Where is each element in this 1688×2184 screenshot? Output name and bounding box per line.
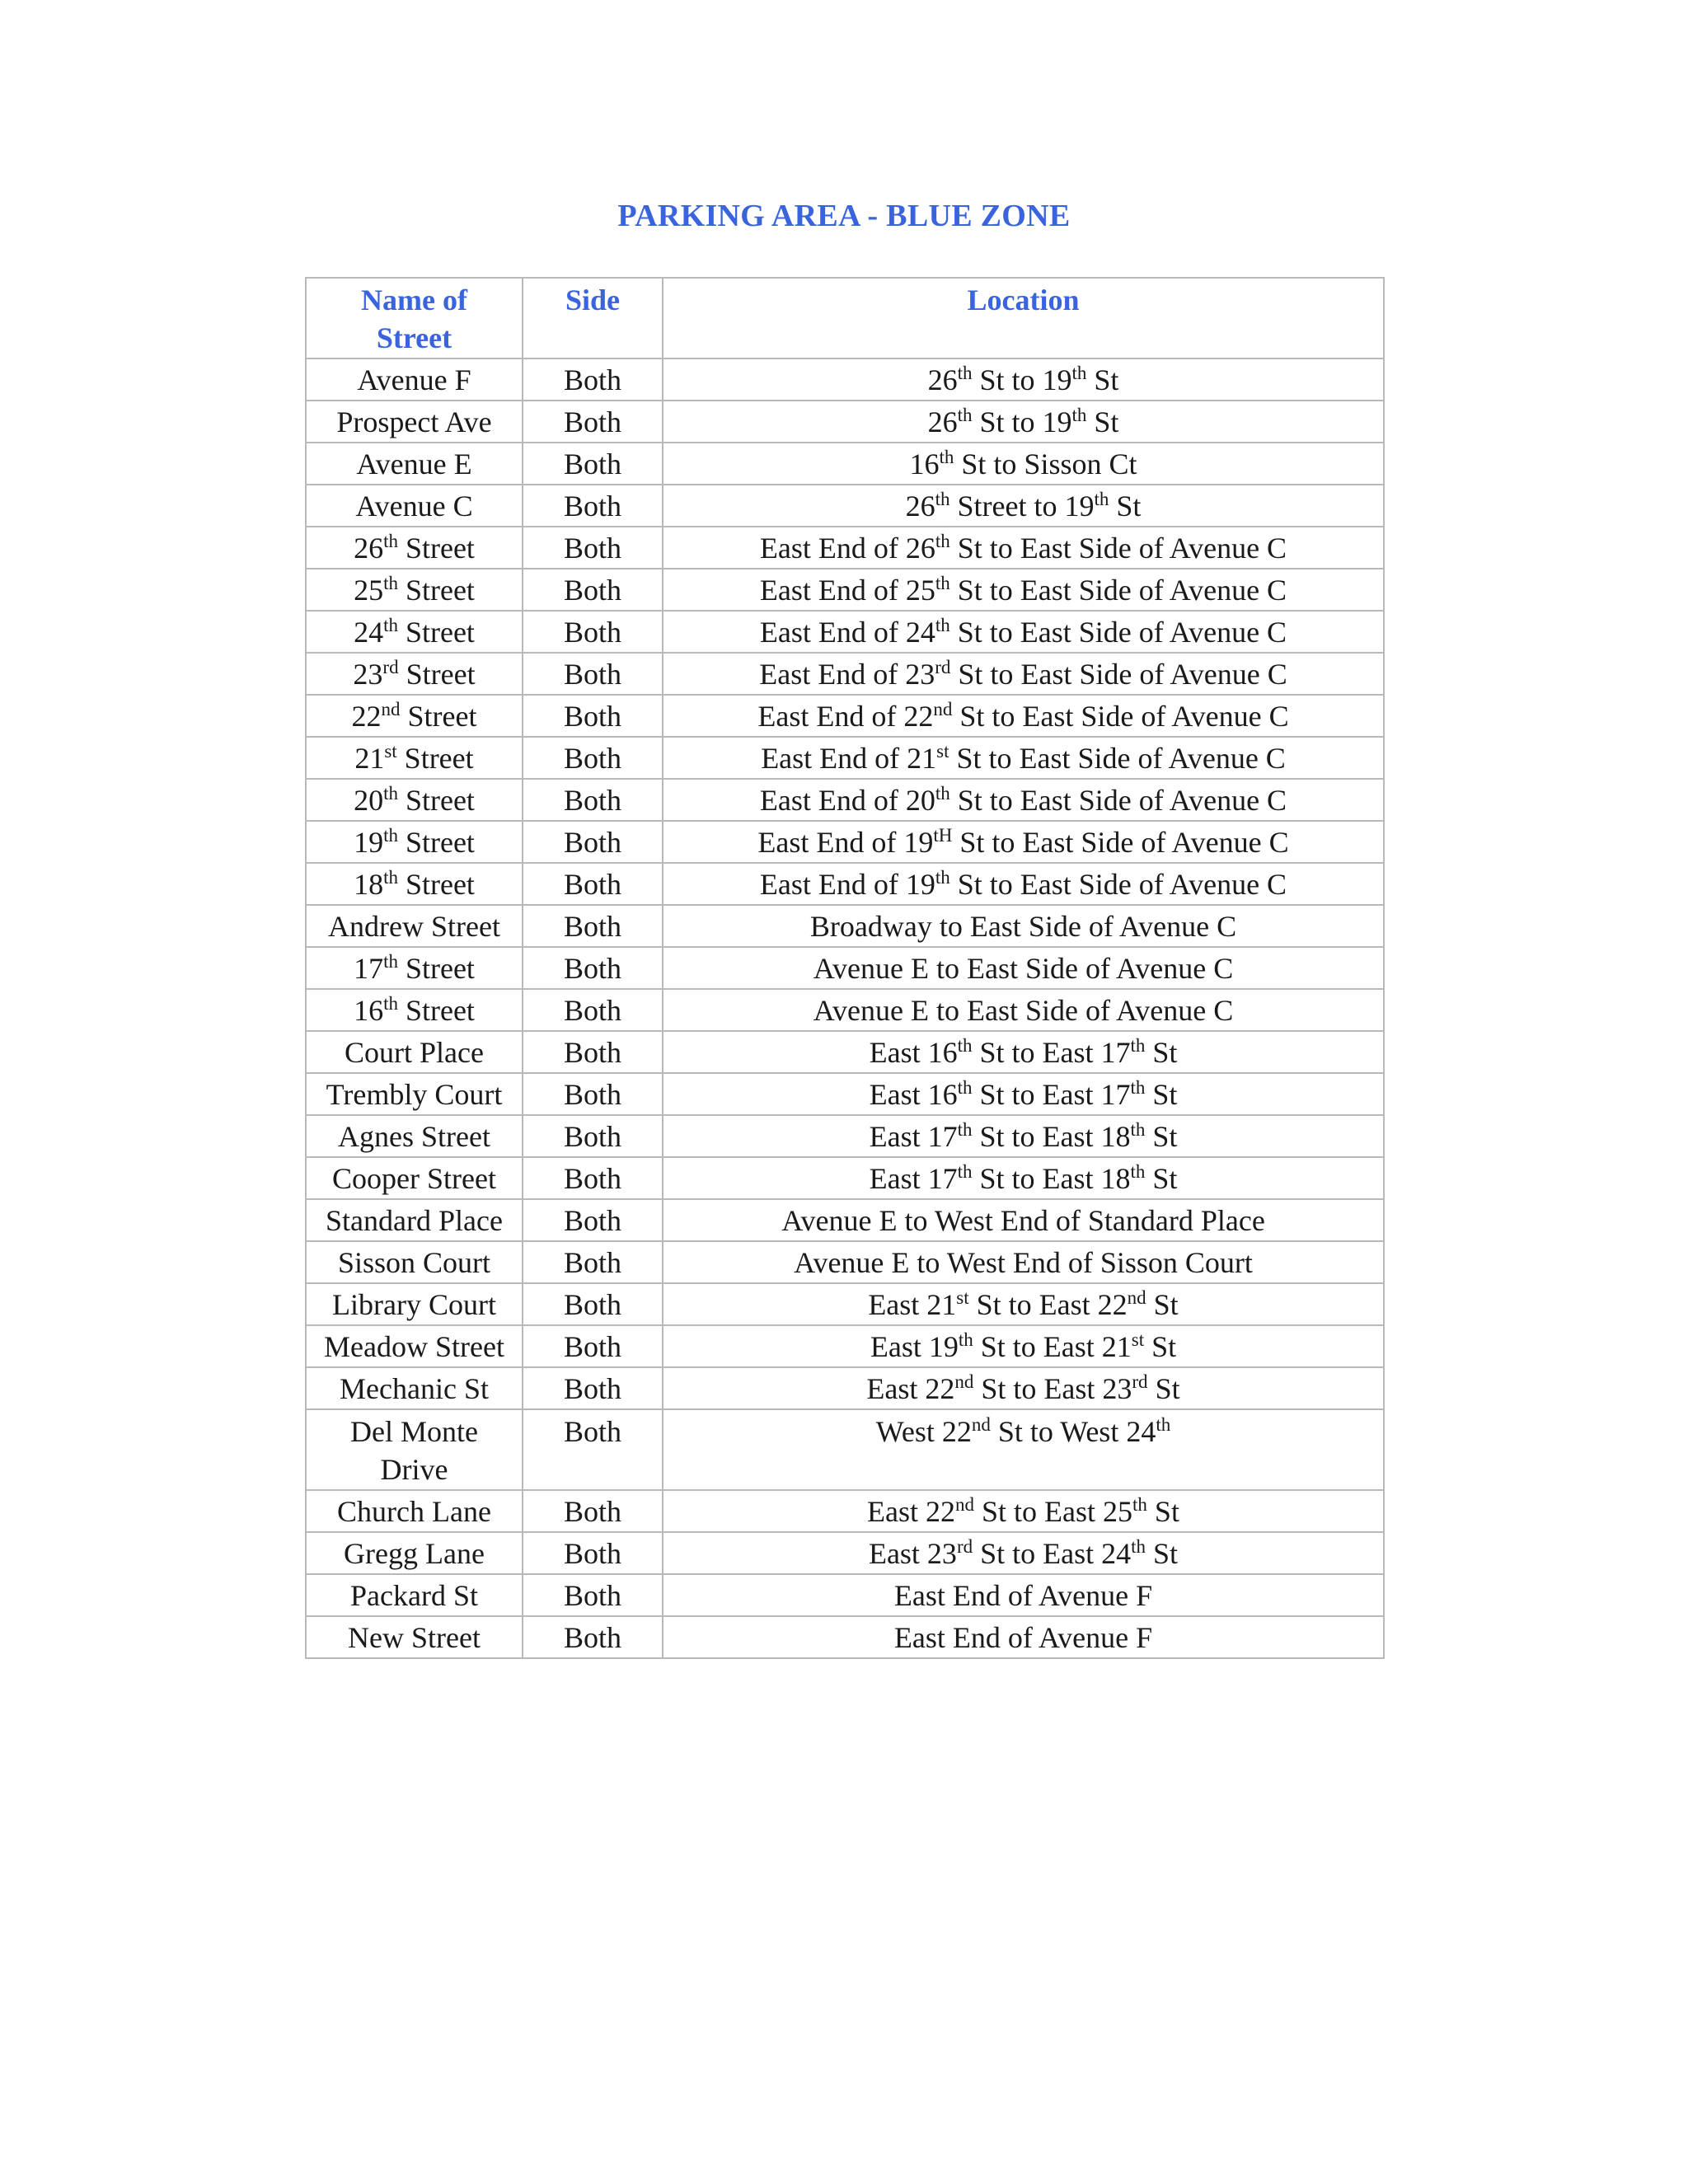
- side-cell: Both: [523, 1616, 663, 1658]
- side-cell: Both: [523, 821, 663, 863]
- side-cell: Both: [523, 1199, 663, 1241]
- ordinal-suffix: th: [1130, 1077, 1146, 1098]
- table-row: [306, 1574, 1384, 1616]
- text-segment: St: [1109, 490, 1142, 523]
- table-row: [306, 1073, 1384, 1115]
- text-segment: St: [1145, 1078, 1178, 1111]
- ordinal-suffix: nd: [955, 1494, 975, 1515]
- street-name-cell: [306, 1325, 523, 1367]
- side-cell: Both: [523, 527, 663, 569]
- text-segment: St to East Side of Avenue C: [952, 700, 1289, 733]
- side-cell: Both: [523, 569, 663, 611]
- ordinal-suffix: st: [384, 741, 397, 762]
- text-segment: East End of 21: [761, 742, 937, 775]
- text-segment: St: [1086, 405, 1119, 438]
- text-segment: 26: [927, 363, 958, 396]
- ordinal-suffix: th: [1131, 1536, 1146, 1557]
- table-row: [306, 947, 1384, 989]
- side-cell: Both: [523, 1532, 663, 1574]
- ordinal-suffix: st: [936, 741, 950, 762]
- text-segment: 17: [354, 952, 384, 985]
- street-name-cell: [306, 1031, 523, 1073]
- location-cell: [663, 1409, 1384, 1490]
- ordinal-suffix: rd: [956, 1536, 973, 1557]
- ordinal-suffix: th: [383, 531, 398, 551]
- ordinal-suffix: th: [957, 1077, 973, 1098]
- text-segment: St: [1146, 1537, 1179, 1570]
- text-segment: Gregg Lane: [344, 1537, 485, 1570]
- text-segment: 26: [354, 532, 384, 565]
- table-row: [306, 569, 1384, 611]
- text-segment: St: [1145, 1162, 1178, 1195]
- text-segment: 26: [927, 405, 958, 438]
- text-segment: Standard Place: [326, 1204, 503, 1237]
- table-row: [306, 1409, 1384, 1490]
- ordinal-suffix: th: [935, 867, 950, 888]
- text-segment: St: [1086, 363, 1119, 396]
- table-row: [306, 401, 1384, 443]
- text-segment: St to East 25: [974, 1495, 1133, 1528]
- text-segment: East 17: [869, 1120, 958, 1153]
- location-cell: [663, 401, 1384, 443]
- text-segment: St: [1144, 1330, 1177, 1363]
- text-segment: St to 19: [972, 363, 1072, 396]
- ordinal-suffix: th: [935, 489, 950, 509]
- text-segment: Del Monte: [350, 1415, 478, 1448]
- text-segment: East End of Avenue F: [893, 1621, 1153, 1654]
- street-name-cell: [306, 779, 523, 821]
- ordinal-suffix: th: [939, 447, 954, 467]
- table-row: [306, 443, 1384, 485]
- ordinal-suffix: th: [957, 1161, 973, 1182]
- text-segment: Avenue E to East Side of Avenue C: [813, 994, 1234, 1027]
- ordinal-suffix: th: [383, 951, 398, 972]
- text-segment: East End of 19: [757, 826, 934, 859]
- table-row: [306, 1283, 1384, 1325]
- side-cell: Both: [523, 695, 663, 737]
- location-cell: [663, 1532, 1384, 1574]
- text-segment: Prospect Ave: [336, 405, 492, 438]
- ordinal-suffix: th: [383, 867, 398, 888]
- street-name-cell: [306, 905, 523, 947]
- table-row: [306, 1115, 1384, 1157]
- ordinal-suffix: th: [935, 783, 950, 804]
- street-name-cell: [306, 485, 523, 527]
- side-cell: Both: [523, 1073, 663, 1115]
- text-segment: St to East Side of Avenue C: [950, 532, 1287, 565]
- street-name-cell: [306, 443, 523, 485]
- side-cell: Both: [523, 1490, 663, 1532]
- street-name-cell: [306, 1367, 523, 1409]
- text-segment: St: [1146, 1495, 1179, 1528]
- table-header-row: [306, 278, 1384, 359]
- location-cell: [663, 1283, 1384, 1325]
- text-segment: Avenue E: [356, 448, 472, 480]
- text-segment: Street: [397, 574, 475, 607]
- ordinal-suffix: th: [1130, 1035, 1146, 1056]
- header-name-line-2: Street: [376, 321, 452, 354]
- text-segment: East End of 25: [759, 574, 935, 607]
- table-row: [306, 1241, 1384, 1283]
- text-segment: Avenue C: [355, 490, 473, 523]
- text-segment: St to East Side of Avenue C: [950, 574, 1287, 607]
- table-row: [306, 779, 1384, 821]
- text-segment: 25: [354, 574, 384, 607]
- side-cell: Both: [523, 401, 663, 443]
- text-segment: St to East 23: [973, 1372, 1132, 1405]
- side-cell: Both: [523, 779, 663, 821]
- ordinal-suffix: nd: [971, 1414, 991, 1435]
- text-segment: East End of Avenue F: [893, 1579, 1153, 1612]
- side-cell: Both: [523, 1574, 663, 1616]
- street-name-cell: [306, 821, 523, 863]
- location-cell: [663, 1241, 1384, 1283]
- text-segment: 19: [354, 826, 384, 859]
- text-segment: St: [1145, 1120, 1178, 1153]
- ordinal-suffix: th: [383, 783, 398, 804]
- text-segment: Street: [397, 532, 475, 565]
- side-cell: Both: [523, 1409, 663, 1490]
- side-cell: Both: [523, 947, 663, 989]
- location-cell: [663, 947, 1384, 989]
- location-cell: [663, 779, 1384, 821]
- text-segment: Street: [397, 994, 475, 1027]
- text-segment: New Street: [348, 1621, 481, 1654]
- street-name-cell: [306, 1616, 523, 1658]
- text-segment: Street: [397, 868, 475, 901]
- side-cell: Both: [523, 1031, 663, 1073]
- text-segment: 26: [905, 490, 935, 523]
- text-segment: St to East Side of Avenue C: [950, 868, 1287, 901]
- street-name-cell: [306, 611, 523, 653]
- side-cell: Both: [523, 737, 663, 779]
- location-cell: [663, 737, 1384, 779]
- text-segment: 20: [354, 784, 384, 817]
- ordinal-suffix: th: [1130, 1161, 1146, 1182]
- street-name-cell: [306, 1241, 523, 1283]
- text-segment: Avenue E to East Side of Avenue C: [813, 952, 1234, 985]
- text-segment: East 22: [867, 1495, 956, 1528]
- street-name-cell: [306, 947, 523, 989]
- text-segment: East 21: [868, 1288, 957, 1321]
- street-name-cell: [306, 1409, 523, 1490]
- ordinal-suffix: th: [383, 993, 398, 1014]
- table-row: [306, 695, 1384, 737]
- street-name-cell: [306, 989, 523, 1031]
- ordinal-suffix: rd: [1132, 1371, 1148, 1392]
- ordinal-suffix: st: [956, 1287, 969, 1308]
- text-segment: St: [1147, 1372, 1180, 1405]
- location-cell: [663, 1325, 1384, 1367]
- street-name-cell: [306, 1115, 523, 1157]
- location-cell: [663, 1616, 1384, 1658]
- header-name-line-1: Name of: [361, 284, 467, 316]
- text-segment: Agnes Street: [338, 1120, 490, 1153]
- text-segment: Avenue E to West End of Standard Place: [781, 1204, 1265, 1237]
- text-segment: Broadway to East Side of Avenue C: [809, 910, 1237, 943]
- text-segment: 18: [354, 868, 384, 901]
- location-cell: [663, 653, 1384, 695]
- table-row: [306, 1532, 1384, 1574]
- ordinal-suffix: th: [1094, 489, 1109, 509]
- text-segment: Street: [400, 700, 477, 733]
- table-row: [306, 1367, 1384, 1409]
- text-segment: St to East 18: [972, 1120, 1131, 1153]
- text-segment: Drive: [380, 1453, 448, 1486]
- ordinal-suffix: th: [935, 531, 950, 551]
- table-body: [306, 359, 1384, 1658]
- text-segment: Cooper Street: [332, 1162, 496, 1195]
- ordinal-suffix: nd: [933, 699, 953, 719]
- text-segment: St to East 18: [972, 1162, 1131, 1195]
- text-segment: Street to 19: [950, 490, 1095, 523]
- table-row: [306, 485, 1384, 527]
- text-segment: St to East Side of Avenue C: [949, 742, 1286, 775]
- text-segment: Avenue F: [357, 363, 471, 396]
- text-segment: Street: [397, 826, 475, 859]
- side-cell: Both: [523, 485, 663, 527]
- location-cell: [663, 527, 1384, 569]
- text-segment: West 22: [875, 1415, 972, 1448]
- text-segment: St to West 24: [990, 1415, 1156, 1448]
- location-cell: [663, 1574, 1384, 1616]
- table-row: [306, 359, 1384, 401]
- text-segment: East 17: [869, 1162, 958, 1195]
- header-side: Side: [523, 278, 663, 359]
- street-name-cell: [306, 1283, 523, 1325]
- street-name-cell: [306, 1199, 523, 1241]
- location-cell: [663, 1367, 1384, 1409]
- ordinal-suffix: th: [1071, 363, 1087, 383]
- header-name-of-street: [306, 278, 523, 359]
- table-row: [306, 527, 1384, 569]
- ordinal-suffix: rd: [382, 657, 399, 677]
- page-title: PARKING AREA - BLUE ZONE: [617, 199, 1071, 233]
- side-cell: Both: [523, 443, 663, 485]
- side-cell: Both: [523, 359, 663, 401]
- parking-table: [305, 277, 1385, 1659]
- location-cell: [663, 1031, 1384, 1073]
- table-row: [306, 737, 1384, 779]
- ordinal-suffix: th: [957, 405, 973, 425]
- side-cell: Both: [523, 989, 663, 1031]
- text-segment: Trembly Court: [326, 1078, 503, 1111]
- text-segment: East End of 19: [759, 868, 935, 901]
- street-name-cell: [306, 1574, 523, 1616]
- text-segment: East 16: [869, 1036, 958, 1069]
- table-row: [306, 653, 1384, 695]
- location-cell: [663, 443, 1384, 485]
- table-row: [306, 1031, 1384, 1073]
- text-segment: Meadow Street: [324, 1330, 504, 1363]
- text-segment: St to East 24: [973, 1537, 1132, 1570]
- ordinal-suffix: nd: [381, 699, 401, 719]
- text-segment: East End of 26: [759, 532, 935, 565]
- ordinal-suffix: th: [1071, 405, 1087, 425]
- location-cell: [663, 1073, 1384, 1115]
- table-row: [306, 1157, 1384, 1199]
- text-segment: 22: [351, 700, 382, 733]
- ordinal-suffix: th: [957, 1035, 973, 1056]
- text-segment: 21: [354, 742, 385, 775]
- ordinal-suffix: th: [957, 363, 973, 383]
- location-cell: [663, 905, 1384, 947]
- text-segment: Packard St: [350, 1579, 478, 1612]
- street-name-cell: [306, 1532, 523, 1574]
- location-cell: [663, 1157, 1384, 1199]
- location-cell: [663, 569, 1384, 611]
- location-cell: [663, 1199, 1384, 1241]
- street-name-cell: [306, 695, 523, 737]
- text-segment: Avenue E to West End of Sisson Court: [794, 1246, 1253, 1279]
- text-segment: 23: [353, 658, 383, 691]
- street-name-cell: [306, 569, 523, 611]
- street-name-cell: [306, 1157, 523, 1199]
- text-segment: St to Sisson Ct: [954, 448, 1137, 480]
- text-segment: East End of 22: [757, 700, 934, 733]
- side-cell: Both: [523, 863, 663, 905]
- text-segment: St to East Side of Avenue C: [950, 784, 1287, 817]
- location-cell: [663, 359, 1384, 401]
- ordinal-suffix: th: [383, 573, 398, 593]
- ordinal-suffix: th: [957, 1119, 973, 1140]
- text-segment: Andrew Street: [328, 910, 500, 943]
- side-cell: Both: [523, 1367, 663, 1409]
- ordinal-suffix: st: [1131, 1329, 1145, 1350]
- street-name-cell: [306, 863, 523, 905]
- text-segment: St to East Side of Avenue C: [950, 616, 1287, 649]
- side-cell: Both: [523, 1115, 663, 1157]
- street-name-cell: [306, 653, 523, 695]
- side-cell: Both: [523, 1283, 663, 1325]
- text-segment: 16: [354, 994, 384, 1027]
- table-row: [306, 1616, 1384, 1658]
- location-cell: [663, 821, 1384, 863]
- text-segment: Street: [396, 742, 474, 775]
- ordinal-suffix: th: [1156, 1414, 1171, 1435]
- street-name-cell: [306, 401, 523, 443]
- text-segment: Street: [397, 616, 475, 649]
- text-segment: St to East 17: [972, 1036, 1131, 1069]
- ordinal-suffix: th: [958, 1329, 973, 1350]
- street-name-cell: [306, 527, 523, 569]
- ordinal-suffix: th: [1132, 1494, 1147, 1515]
- ordinal-suffix: th: [1130, 1119, 1146, 1140]
- text-segment: St to East Side of Avenue C: [952, 826, 1289, 859]
- table-row: [306, 1199, 1384, 1241]
- location-cell: [663, 1490, 1384, 1532]
- text-segment: East End of 24: [759, 616, 935, 649]
- street-name-cell: [306, 1490, 523, 1532]
- text-segment: St to East 22: [968, 1288, 1128, 1321]
- street-name-cell: [306, 1073, 523, 1115]
- table-row: [306, 905, 1384, 947]
- text-segment: St: [1145, 1036, 1178, 1069]
- side-cell: Both: [523, 1325, 663, 1367]
- parking-table-container: [305, 277, 1383, 1659]
- text-segment: East End of 23: [759, 658, 935, 691]
- location-cell: [663, 611, 1384, 653]
- ordinal-suffix: nd: [954, 1371, 974, 1392]
- location-cell: [663, 695, 1384, 737]
- text-segment: Court Place: [345, 1036, 484, 1069]
- ordinal-suffix: th: [383, 825, 398, 846]
- table-row: [306, 821, 1384, 863]
- table-row: [306, 611, 1384, 653]
- location-cell: [663, 1115, 1384, 1157]
- side-cell: Both: [523, 1241, 663, 1283]
- ordinal-suffix: th: [383, 615, 398, 635]
- text-segment: Street: [398, 658, 476, 691]
- text-segment: St to East 17: [972, 1078, 1131, 1111]
- side-cell: Both: [523, 653, 663, 695]
- ordinal-suffix: nd: [1127, 1287, 1146, 1308]
- text-segment: East 16: [869, 1078, 958, 1111]
- ordinal-suffix: th: [935, 573, 950, 593]
- table-row: [306, 1490, 1384, 1532]
- header-location: Location: [663, 278, 1384, 359]
- text-segment: East 22: [866, 1372, 955, 1405]
- text-segment: St: [1146, 1288, 1179, 1321]
- table-row: [306, 1325, 1384, 1367]
- text-segment: St to 19: [972, 405, 1072, 438]
- street-name-cell: [306, 737, 523, 779]
- location-cell: [663, 863, 1384, 905]
- text-segment: Church Lane: [337, 1495, 491, 1528]
- text-segment: East 19: [870, 1330, 959, 1363]
- side-cell: Both: [523, 1157, 663, 1199]
- text-segment: Street: [397, 784, 475, 817]
- text-segment: East 23: [868, 1537, 957, 1570]
- location-cell: [663, 485, 1384, 527]
- text-segment: Mechanic St: [340, 1372, 489, 1405]
- table-row: [306, 989, 1384, 1031]
- table-row: [306, 863, 1384, 905]
- text-segment: 16: [909, 448, 940, 480]
- text-segment: St to East 21: [973, 1330, 1132, 1363]
- text-segment: 24: [354, 616, 384, 649]
- street-name-cell: [306, 359, 523, 401]
- side-cell: Both: [523, 905, 663, 947]
- text-segment: Library Court: [332, 1288, 496, 1321]
- text-segment: East End of 20: [759, 784, 935, 817]
- location-cell: [663, 989, 1384, 1031]
- text-segment: St to East Side of Avenue C: [950, 658, 1287, 691]
- ordinal-suffix: th: [935, 615, 950, 635]
- ordinal-suffix: rd: [935, 657, 951, 677]
- side-cell: Both: [523, 611, 663, 653]
- ordinal-suffix: tH: [933, 825, 953, 846]
- text-segment: Sisson Court: [337, 1246, 491, 1279]
- text-segment: Street: [397, 952, 475, 985]
